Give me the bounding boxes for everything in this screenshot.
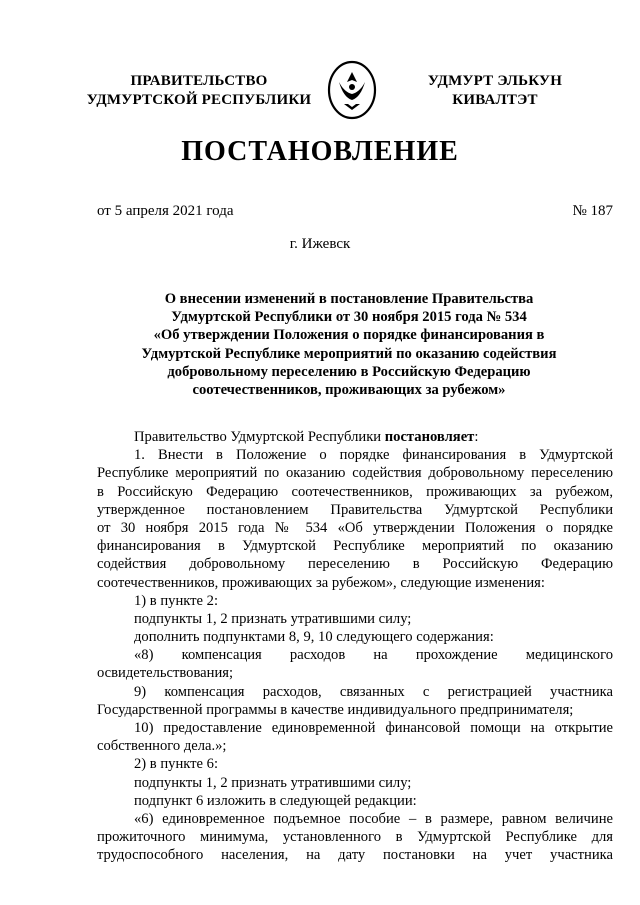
body-line: подпункты 1, 2 признать утратившими силу; [134, 774, 412, 791]
body-line: «8) компенсация расходов на прохождение медицинского [134, 647, 613, 664]
subject-line: «Об утверждении Положения о порядке финансирования в [153, 327, 545, 344]
body-line: 10) предоставление единовременной финансовой помощи на открытие [134, 720, 613, 736]
document-number: № 187 [572, 203, 613, 219]
subject-line: Удмуртской Республике мероприятий по оказанию содействия [141, 345, 557, 362]
document-type-title: ПОСТАНОВЛЕНИЕ [181, 136, 459, 167]
body-line: соотечественников, проживающих за рубежом», следующие изменения: [97, 574, 545, 591]
issuer-line-1: ПРАВИТЕЛЬСТВО [130, 73, 268, 89]
document-subject [120, 290, 578, 399]
body-line: «6) единовременное подъемное пособие – в размере, равном величине [134, 810, 613, 827]
intro-line [97, 428, 613, 446]
body-line: трудоспособного населения, на дату постановки на учет участника [97, 847, 613, 864]
body-line: от 30 ноября 2015 года № 534 «Об утверждении Положения о порядке [97, 519, 613, 536]
body-line: финансирования в Удмуртской Республике мероприятий по оказанию [97, 538, 613, 555]
document-date: от 5 апреля 2021 года [97, 203, 234, 219]
document-city: г. Ижевск [289, 236, 351, 252]
intro-verb: постановляет [384, 429, 475, 445]
coat-of-arms-icon [326, 60, 378, 120]
body-line: содействия добровольному переселению в Российскую Федерацию [97, 556, 613, 573]
intro-colon: : [474, 429, 479, 445]
intro-text: Правительство Удмуртской Республики [134, 429, 385, 445]
body-line: в Российскую Федерацию соотечественников, проживающих за рубежом, [97, 483, 613, 500]
body-line: подпункты 1, 2 признать утратившими силу; [134, 610, 412, 627]
subject-line: добровольному переселению в Российскую Федерацию [167, 363, 531, 380]
body-line: дополнить подпунктами 8, 9, 10 следующего содержания: [134, 629, 494, 646]
body-line: Республике мероприятий по оказанию содействия добровольному переселению [97, 465, 613, 482]
body-line: Государственной программы в качестве индивидуального предпринимателя; [97, 701, 574, 718]
subject-line: соотечественников, проживающих за рубежом» [192, 382, 506, 399]
body-line: 9) компенсация расходов, связанных с регистрацией участника [134, 683, 613, 700]
document-body [97, 428, 613, 865]
issuer-udmurt-line-1: УДМУРТ ЭЛЬКУН [427, 73, 563, 89]
issuer-name-udmurt [415, 72, 575, 110]
issuer-udmurt-line-2: КИВАЛТЭТ [452, 92, 538, 108]
body-line: собственного дела.»; [97, 738, 227, 755]
subject-line: Удмуртской Республики от 30 ноября 2015 года № 534 [171, 309, 527, 326]
body-line: освидетельствования; [97, 665, 234, 682]
body-line: 2) в пункте 6: [134, 756, 219, 773]
body-line: 1. Внести в Положение о порядке финансирования в Удмуртской [134, 447, 613, 464]
issuer-line-2: УДМУРТСКОЙ РЕСПУБЛИКИ [86, 92, 312, 108]
body-line: 1) в пункте 2: [134, 592, 219, 609]
body-line: прожиточного минимума, установленного в Удмуртской Республике для [97, 829, 613, 846]
subject-line: О внесении изменений в постановление Правительства [164, 291, 534, 307]
body-line: подпункт 6 изложить в следующей редакции: [134, 792, 417, 809]
body-line: утвержденное постановлением Правительства Удмуртской Республики [97, 501, 613, 518]
issuer-name-russian [84, 72, 314, 110]
